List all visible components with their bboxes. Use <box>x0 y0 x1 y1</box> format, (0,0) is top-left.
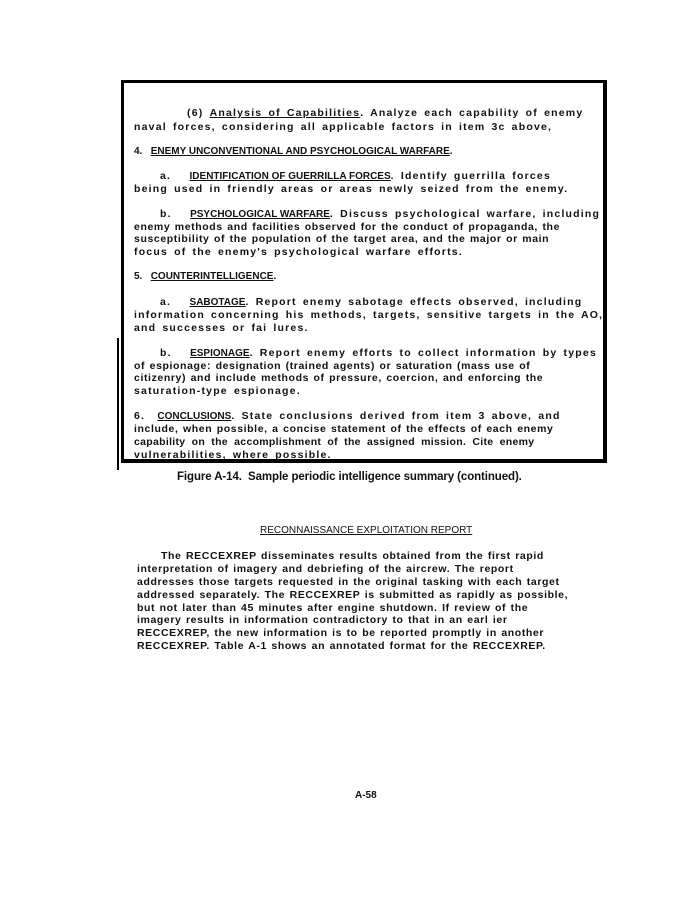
s4a-line-2: being used in friendly areas or areas newly seized from the enemy. <box>134 183 569 195</box>
s4b-title: PSYCHOLOGICAL WARFARE <box>190 209 330 220</box>
s5-heading <box>134 271 276 283</box>
s4-punct: . <box>449 146 453 157</box>
s4a-num: a. <box>160 170 172 182</box>
p6-title: Analysis of Capabilities <box>209 107 361 119</box>
s5b-title: ESPIONAGE <box>190 348 250 359</box>
body-line: imagery results in information contradictory to that in an earl ier <box>137 614 508 626</box>
s5-title: COUNTERINTELLIGENCE <box>150 271 274 282</box>
s5a-line-1 <box>160 296 582 309</box>
section-heading: RECONNAISSANCE EXPLOITATION REPORT <box>260 525 473 536</box>
s5a-line-2: information concerning his methods, targets, sensitive targets in the AO, <box>134 309 604 321</box>
p6-num: (6) <box>187 107 204 119</box>
s4b-text: . Discuss psychological warfare, including <box>329 208 601 220</box>
s4b-line-1 <box>160 208 600 221</box>
p6-line-1 <box>187 107 583 119</box>
s5b-line-2: of espionage: designation (trained agents) or saturation (mass use of <box>134 360 531 372</box>
s6-line-4: vulnerabilities, where possible. <box>134 449 332 461</box>
caption-text: Sample periodic intelligence summary (continued). <box>248 471 522 483</box>
body-line: RECCEXREP. Table A-1 shows an annotated format for the RECCEXREP. <box>137 640 546 652</box>
s5a-text: . Report enemy sabotage effects observed, including <box>245 296 583 308</box>
s6-title: CONCLUSIONS <box>157 411 232 422</box>
body-line: interpretation of imagery and debriefing of the aircrew. The report <box>137 563 514 575</box>
s4-heading <box>134 146 453 158</box>
s4a-text: . Identify guerrilla forces <box>390 170 551 182</box>
page-number: A-58 <box>355 790 377 801</box>
s5b-line-3: citizenry) and include methods of pressure, coercion, and enforcing the <box>134 372 544 384</box>
s5b-line-4: saturation-type espionage. <box>134 385 301 397</box>
s6-text: . State conclusions derived from item 3 above, and <box>231 410 561 422</box>
frame-edge-mark <box>117 338 119 470</box>
s4b-line-2: enemy methods and facilities observed for the conduct of propaganda, the <box>134 221 561 233</box>
s4b-num: b. <box>160 208 172 220</box>
s4a-title: IDENTIFICATION OF GUERRILLA FORCES <box>189 171 391 182</box>
figure-caption <box>177 470 522 484</box>
body-line: RECCEXREP, the new information is to be reported promptly in another <box>137 627 545 639</box>
s4a-line-1 <box>160 170 551 183</box>
s6-line-3: capability on the accomplishment of the assigned mission. Cite enemy <box>134 436 535 448</box>
s5a-line-3: and successes or fai lures. <box>134 322 309 334</box>
s5b-line-1 <box>160 347 597 360</box>
s4b-line-4: focus of the enemy's psychological warfare efforts. <box>134 246 463 258</box>
s6-num: 6. <box>134 410 146 422</box>
s5b-text: . Report enemy efforts to collect information by types <box>249 347 597 359</box>
s5a-num: a. <box>160 296 172 308</box>
s4b-line-3: susceptibility of the population of the target area, and the major or main <box>134 233 550 245</box>
p6-text: . Analyze each capability of enemy <box>360 107 584 119</box>
s5a-title: SABOTAGE <box>189 297 246 308</box>
body-line: but not later than 45 minutes after engine shutdown. If review of the <box>137 602 529 614</box>
s5-punct: . <box>273 271 277 282</box>
body-line: addresses those targets requested in the original tasking with each target <box>137 576 560 588</box>
s6-line-2: include, when possible, a concise statement of the effects of each enemy <box>134 423 554 435</box>
s4-title: ENEMY UNCONVENTIONAL AND PSYCHOLOGICAL WARFARE <box>150 146 450 157</box>
body-line: addressed separately. The RECCEXREP is submitted as rapidly as possible, <box>137 589 569 601</box>
s6-line-1 <box>134 410 561 423</box>
caption-label: Figure A-14. <box>177 471 242 483</box>
s5-num: 5. <box>134 271 143 282</box>
p6-line-2: naval forces, considering all applicable factors in item 3c above, <box>134 121 553 133</box>
body-line: The RECCEXREP disseminates results obtained from the first rapid <box>161 550 544 562</box>
s5b-num: b. <box>160 347 172 359</box>
s4-num: 4. <box>134 146 143 157</box>
